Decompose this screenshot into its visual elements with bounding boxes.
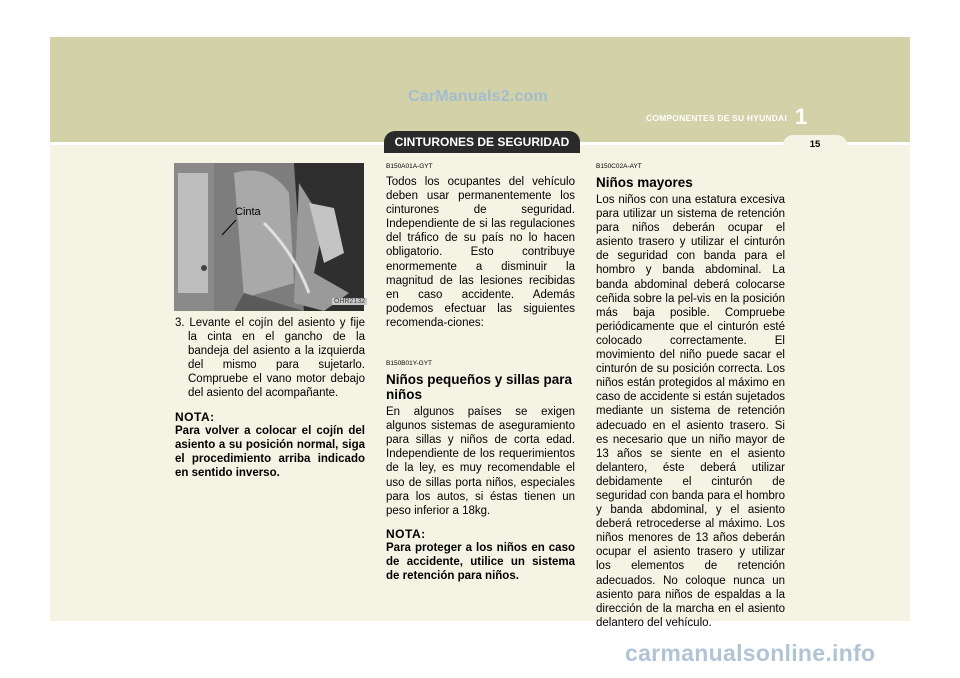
page-number: 15	[783, 135, 847, 155]
nota-body-1: Para volver a colocar el cojín del asiento a su posición normal, siga el procedimiento arriba indicado en sentido inverso.	[175, 424, 365, 479]
column-1	[175, 316, 365, 480]
older-children-paragraph: Los niños con una estatura excesiva para utilizar un sistema de retención para niños deberán ocupar el asiento trasero y utilizar el cinturón de seguridad con banda para el hombro y banda abdominal. La banda abdominal deberá colocarse ceñida sobre la pel-vis en la posición más baja posible. Compruebe periódicamente que el cinturón esté colocado correctamente. El movimiento del niño puede sacar el cinturón de su posición correcta. Los niños están protegidos al máximo en caso de accidente si están sujetados mediante un sistema de retención adecuado en el asiento trasero. Si es necesario que un niño mayor de 13 años se siente en el asiento delantero, éste deberá utilizar debidamente el cinturón de seguridad con banda para el hombro y banda abdominal, y el asiento deberá retrocederse al máximo. Los niños menores de 13 años deberán ocupar el asiento trasero y utilizar los elementos de retención adecuados. No coloque nunca un asiento para niños de espaldas a la dirección de la marcha en el asiento delantero del vehículo.	[596, 194, 785, 629]
figure-code: OHR2132	[334, 298, 366, 305]
small-children-paragraph: En algunos países se exigen algunos sistemas de aseguramiento para sillas y niños de corta edad. Independiente de los requerimientos de la ley, es muy recomendable el uso de sillas porta niños, especiales para los autos, si éstas tienen un peso inferior a 18kg.	[386, 406, 575, 517]
step-3-text: 3. Levante el cojín del asiento y fije la cinta en el gancho de la bandeja del asiento a la izquierda del mismo para sujetarlo. Compruebe el vano motor debajo del asiento del acompañante.	[175, 317, 365, 400]
heading-older-children: Niños mayores	[596, 175, 693, 190]
column-2	[386, 163, 575, 583]
column-3	[596, 163, 785, 630]
nota-body-2: Para proteger a los niños en caso de accidente, utilice un sistema de retención para niños.	[386, 541, 575, 582]
nota-title-2: NOTA:	[386, 526, 426, 541]
seat-illustration	[174, 163, 364, 311]
watermark-top[interactable]: CarManuals2.com	[408, 88, 548, 105]
intro-paragraph: Todos los ocupantes del vehículo deben usar permanentemente los cinturones de seguridad. Independiente de si las regulaciones del tráfico de su país no lo hacen obligatorio. Esto contribuye enormemente a disminuir la magnitud de las lesiones recibidas en caso accidente. Además podemos efectuar las siguientes recomenda-ciones:	[386, 176, 575, 329]
seat-photo	[174, 163, 364, 311]
watermark-bottom[interactable]: carmanualsonline.info	[625, 640, 876, 666]
section-tab: CINTURONES DE SEGURIDAD	[384, 131, 580, 153]
section-code-3: B150C02A-AYT	[596, 163, 642, 170]
nota-title-1: NOTA:	[175, 409, 215, 424]
figure-label: Cinta	[235, 206, 261, 218]
section-code-1: B150A01A-GYT	[386, 163, 433, 170]
chapter-label: COMPONENTES DE SU HYUNDAI	[646, 113, 788, 123]
heading-small-children: Niños pequeños y sillas para niños	[386, 372, 573, 403]
section-code-2: B150B01Y-GYT	[386, 360, 433, 368]
chapter-number: 1	[795, 104, 808, 129]
